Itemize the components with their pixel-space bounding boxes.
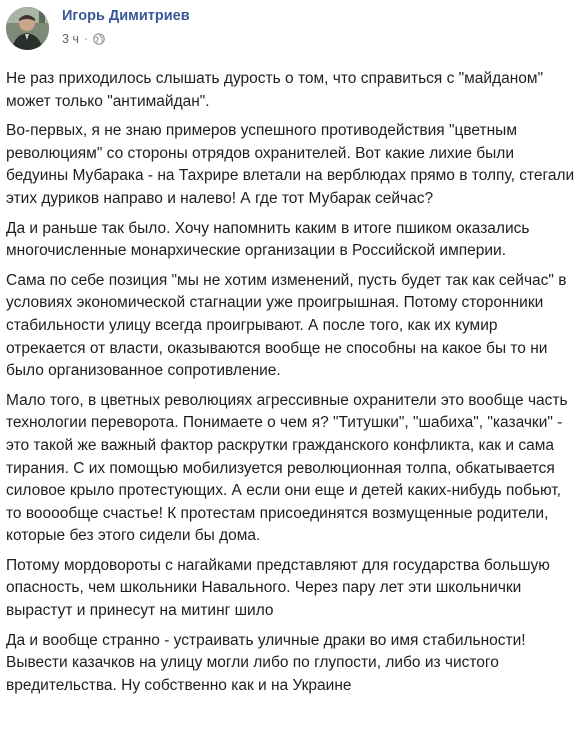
author-avatar[interactable] [6,7,49,50]
post-paragraph: Потому мордовороты с нагайками представляют для государства большую опасность, чем школьники Навального. Через пару лет эти школьнички вырастут и принесут на митинг шило [6,556,550,620]
post-body [6,68,578,704]
post-paragraph: Сама по себе позиция "мы не хотим изменений, пусть будет так как сейчас" в условиях экономической стагнации уже проигрышная. Потому сторонники стабильности улицу всегда проигрывают. А после того, как их кумир отрекается от власти, оказываются вообще не способны на какое бы то ни было организованное сопротивление. [6,271,567,380]
post-paragraph: Во-первых, я не знаю примеров успешного противодействия "цветным революциям" со стороны отрядов охранителей. Вот какие лихие были бедуины Мубарака - на Тахрире влетали на верблюдах прямо в толпу, стегали этих дуриков направо и налево! А где тот Мубарак сейчас? [6,122,575,207]
meta-separator: · [83,32,89,46]
author-name-link[interactable]: Игорь Димитриев [62,8,190,24]
avatar-photo-icon [6,7,49,50]
post-paragraph: Мало того, в цветных революциях агрессивные охранители это вообще часть технологии переворота. Понимаете о чем я? "Титушки", "шабиха", "казачки" - это такой же важный фактор раскрутки гражданского конфликта, как и сама тирания. С их помощью мобилизуется революционная толпа, обкатывается силовое крыло протестующих. А если они еще и детей каких-нибудь побьют, то вооообще счастье! К протестам присоединятся возмущенные родители, которые без этого сидели бы дома. [6,391,568,545]
post-meta [62,32,105,46]
globe-icon[interactable] [93,33,105,45]
post-timestamp[interactable]: 3 ч [62,32,79,46]
post-paragraph: Да и вообще странно - устраивать уличные драки во имя стабильности! Вывести казачков на улицу могли либо по глупости, либо из чистого вредительства. Ну собственно как и на Украине [6,631,526,694]
post-paragraph: Да и раньше так было. Хочу напомнить каким в итоге пшиком оказались многочисленные монархические организации в Российской империи. [6,219,530,260]
post-paragraph: Не раз приходилось слышать дурость о том, что справиться с "майданом" может только "антимайдан". [6,70,544,110]
post-header [6,6,576,58]
